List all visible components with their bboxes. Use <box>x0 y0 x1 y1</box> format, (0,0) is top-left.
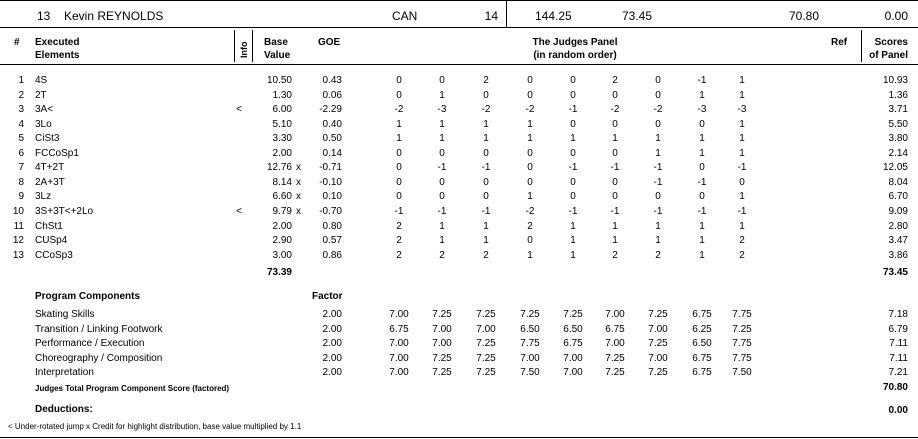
pc-name: Choreography / Composition <box>35 352 163 364</box>
judge-score: 0 <box>396 147 402 159</box>
judge-score: -1 <box>568 205 578 217</box>
judge-score: 2 <box>612 249 618 261</box>
judge-score: -1 <box>697 205 707 217</box>
pc-judge-score: 6.25 <box>692 323 712 335</box>
pc-judge-score: 7.00 <box>563 352 583 364</box>
judge-score: 1 <box>527 249 533 261</box>
element-goe: 0.40 <box>322 118 342 130</box>
element-name: CiSt3 <box>35 133 60 145</box>
element-base: 12.76 <box>266 162 292 174</box>
judge-score: 1 <box>396 133 402 145</box>
element-num: 3 <box>18 104 24 116</box>
element-name: ChSt1 <box>35 220 63 232</box>
pc-judge-score: 7.00 <box>648 323 668 335</box>
judge-score: -1 <box>394 205 404 217</box>
judge-score: 1 <box>739 75 745 86</box>
judge-score: 0 <box>483 191 489 203</box>
skater-name: Kevin REYNOLDS <box>64 9 164 23</box>
element-score: 1.36 <box>888 89 908 101</box>
element-goe: -0.10 <box>319 176 342 188</box>
pc-judge-score: 7.50 <box>732 367 752 379</box>
element-goe: 0.86 <box>322 249 342 261</box>
judge-score: 1 <box>739 147 745 159</box>
element-score: 3.80 <box>888 133 908 145</box>
pc-judge-score: 7.25 <box>605 352 625 364</box>
judge-score: 1 <box>655 147 661 159</box>
judge-score: 1 <box>439 118 445 130</box>
pc-total-label: Judges Total Program Component Score (factored) <box>35 384 230 393</box>
judge-score: 1 <box>439 220 445 232</box>
element-num: 9 <box>18 191 24 203</box>
element-name: 4S <box>35 75 48 86</box>
element-score: 12.05 <box>882 162 908 174</box>
pc-judge-score: 7.25 <box>648 309 668 320</box>
element-score: 2.14 <box>888 147 908 159</box>
judge-score: 0 <box>655 89 661 101</box>
judge-score: 0 <box>527 147 533 159</box>
col-scores: Scores <box>874 37 908 48</box>
pc-factor: 2.00 <box>322 338 342 350</box>
columns-border <box>0 64 918 65</box>
judge-score: 0 <box>396 162 402 174</box>
element-num: 6 <box>18 147 24 159</box>
judge-score: -1 <box>697 176 707 188</box>
element-goe: 0.80 <box>322 220 342 232</box>
pc-judge-score: 7.00 <box>389 352 409 364</box>
judge-score: 2 <box>739 249 745 261</box>
element-name: 3S+3T<+2Lo <box>35 205 94 217</box>
judge-score: 0 <box>570 176 576 188</box>
deductions-label: Deductions: <box>35 404 93 415</box>
judge-score: 0 <box>699 162 705 174</box>
judge-score: 1 <box>699 133 705 145</box>
judge-score: 0 <box>612 176 618 188</box>
element-goe: -2.29 <box>319 104 342 116</box>
pc-judge-score: 6.75 <box>692 352 712 364</box>
judge-score: 2 <box>483 75 489 86</box>
element-base: 1.30 <box>272 89 292 101</box>
element-base: 6.60 <box>272 191 292 203</box>
pc-title: Program Components <box>35 291 141 302</box>
judge-score: 1 <box>612 133 618 145</box>
judge-score: -1 <box>610 205 620 217</box>
judge-score: 0 <box>483 147 489 159</box>
element-total: 73.45 <box>882 267 908 278</box>
col-base: Base <box>264 37 288 48</box>
element-base: 8.14 <box>272 176 292 188</box>
element-goe: 0.10 <box>322 191 342 203</box>
element-goe: 0.14 <box>322 147 342 159</box>
judge-score: -1 <box>568 162 578 174</box>
col-executed: Executed <box>35 37 80 48</box>
judge-score: -1 <box>737 162 747 174</box>
element-bonus-mark: x <box>296 191 301 203</box>
pc-name: Performance / Execution <box>35 338 145 350</box>
judge-score: 1 <box>655 220 661 232</box>
judge-score: 0 <box>396 89 402 101</box>
judge-score: 0 <box>739 176 745 188</box>
bottom-border <box>0 437 918 438</box>
skater-rank: 13 <box>37 9 51 23</box>
judge-score: -3 <box>437 104 447 116</box>
pc-score: 6.79 <box>888 323 908 335</box>
element-name: 4T+2T <box>35 162 65 174</box>
judge-score: 0 <box>483 176 489 188</box>
judge-score: 1 <box>570 220 576 232</box>
judge-score: 1 <box>612 220 618 232</box>
judge-score: 0 <box>612 191 618 203</box>
pc-judge-score: 7.25 <box>476 309 496 320</box>
judge-score: 2 <box>396 220 402 232</box>
judge-score: 0 <box>612 147 618 159</box>
judge-score: 1 <box>483 235 489 247</box>
pc-name: Skating Skills <box>35 309 95 320</box>
element-num: 13 <box>12 249 24 261</box>
judge-score: 0 <box>439 191 445 203</box>
judge-score: 1 <box>655 235 661 247</box>
pc-judge-score: 7.75 <box>732 352 752 364</box>
pc-judge-score: 6.75 <box>692 367 712 379</box>
judge-score: -2 <box>610 104 620 116</box>
judge-score: 0 <box>570 89 576 101</box>
judge-score: -1 <box>697 75 707 86</box>
col-ref: Ref <box>831 37 848 48</box>
judge-score: 0 <box>439 176 445 188</box>
total-segment-score: 144.25 <box>535 9 572 23</box>
top-border <box>0 0 918 1</box>
element-num: 7 <box>18 162 24 174</box>
judge-score: 1 <box>699 235 705 247</box>
judge-score: 0 <box>655 191 661 203</box>
total-deductions: 0.00 <box>884 9 908 23</box>
pc-judge-score: 6.75 <box>563 338 583 350</box>
pc-factor-label: Factor <box>312 291 343 302</box>
element-score: 3.86 <box>888 249 908 261</box>
judge-score: -1 <box>653 176 663 188</box>
pc-judge-score: 7.25 <box>563 309 583 320</box>
pc-judge-score: 7.00 <box>605 309 625 320</box>
element-base: 10.50 <box>266 75 292 86</box>
element-score: 3.47 <box>888 235 908 247</box>
col-panel-sub: (in random order) <box>533 50 617 61</box>
judge-score: -1 <box>568 104 578 116</box>
pc-total: 70.80 <box>882 382 908 393</box>
pc-factor: 2.00 <box>322 352 342 364</box>
judge-score: 1 <box>527 133 533 145</box>
judge-score: 0 <box>396 75 402 86</box>
judge-score: 1 <box>699 147 705 159</box>
judge-score: 0 <box>570 118 576 130</box>
pc-judge-score: 7.25 <box>520 309 540 320</box>
start-number: 14 <box>484 9 498 23</box>
judge-score: 1 <box>396 118 402 130</box>
judge-score: -3 <box>697 104 707 116</box>
pc-judge-score: 7.00 <box>563 367 583 379</box>
element-num: 11 <box>13 220 24 232</box>
element-info: < <box>236 205 242 217</box>
pc-score: 7.21 <box>888 367 908 379</box>
pc-factor: 2.00 <box>322 323 342 335</box>
element-base: 6.00 <box>272 104 292 116</box>
pc-score: 7.11 <box>889 338 908 350</box>
pc-judge-score: 7.25 <box>648 367 668 379</box>
judge-score: 2 <box>396 249 402 261</box>
pc-judge-score: 7.75 <box>732 338 752 350</box>
element-num: 1 <box>18 75 24 86</box>
col-num: # <box>14 37 20 48</box>
judge-score: 0 <box>655 75 661 86</box>
header-divider <box>506 1 507 27</box>
element-num: 2 <box>18 89 24 101</box>
judge-score: 1 <box>699 89 705 101</box>
element-score: 8.04 <box>888 176 908 188</box>
judge-score: -1 <box>610 162 620 174</box>
pc-judge-score: 7.25 <box>476 338 496 350</box>
element-name: CUSp4 <box>35 235 68 247</box>
judge-score: -1 <box>437 205 447 217</box>
judge-score: 0 <box>527 89 533 101</box>
judge-score: 1 <box>439 89 445 101</box>
judge-score: 0 <box>570 191 576 203</box>
judge-score: -1 <box>437 162 447 174</box>
element-name: CCoSp3 <box>35 249 73 261</box>
pc-judge-score: 7.25 <box>605 367 625 379</box>
judge-score: 1 <box>483 118 489 130</box>
element-base: 5.10 <box>272 118 292 130</box>
pc-name: Interpretation <box>35 367 94 379</box>
col-info: Info <box>239 41 249 58</box>
info-divider-left <box>234 30 235 62</box>
element-goe: 0.06 <box>322 89 342 101</box>
judge-score: 2 <box>396 235 402 247</box>
element-name: 2A+3T <box>35 176 65 188</box>
pc-judge-score: 7.25 <box>476 352 496 364</box>
total-element-score: 73.45 <box>622 9 653 23</box>
deductions-value: 0.00 <box>888 405 908 416</box>
pc-judge-score: 7.00 <box>389 309 409 320</box>
element-base: 2.00 <box>272 220 292 232</box>
judge-score: -2 <box>394 104 404 116</box>
judge-score: 1 <box>483 220 489 232</box>
element-score: 2.80 <box>888 220 908 232</box>
pc-judge-score: 7.25 <box>432 367 452 379</box>
judge-score: 2 <box>527 220 533 232</box>
judge-score: 1 <box>570 249 576 261</box>
col-elements: Elements <box>35 50 80 61</box>
element-base: 2.90 <box>272 235 292 247</box>
judge-score: 1 <box>739 118 745 130</box>
pc-judge-score: 7.75 <box>520 338 540 350</box>
pc-factor: 2.00 <box>322 367 342 379</box>
judge-score: 0 <box>612 89 618 101</box>
element-score: 6.70 <box>888 191 908 203</box>
judge-score: 1 <box>527 118 533 130</box>
judge-score: 1 <box>655 133 661 145</box>
element-num: 8 <box>18 176 24 188</box>
judge-score: 1 <box>699 249 705 261</box>
judge-score: 2 <box>739 235 745 247</box>
judge-score: 0 <box>439 147 445 159</box>
element-goe: 0.50 <box>322 133 342 145</box>
element-bonus-mark: x <box>296 205 301 217</box>
pc-judge-score: 7.00 <box>432 338 452 350</box>
judge-score: 1 <box>699 220 705 232</box>
judge-score: 0 <box>612 118 618 130</box>
element-base: 2.00 <box>272 147 292 159</box>
footnote: < Under-rotated jump x Credit for highlight distribution, base value multiplied by 1.1 <box>8 422 302 431</box>
judge-score: 0 <box>439 75 445 86</box>
element-name: 2T <box>35 89 47 101</box>
pc-judge-score: 7.00 <box>605 338 625 350</box>
element-num: 10 <box>12 205 24 217</box>
skater-nation: CAN <box>392 9 418 23</box>
element-goe: 0.43 <box>322 75 342 86</box>
total-pcs: 70.80 <box>789 9 820 23</box>
pc-judge-score: 6.50 <box>692 338 712 350</box>
element-name: 3Lo <box>35 118 52 130</box>
element-bonus-mark: x <box>296 162 301 174</box>
judge-score: 1 <box>483 133 489 145</box>
col-value: Value <box>264 50 291 61</box>
header-border <box>0 27 918 28</box>
pc-judge-score: 7.75 <box>732 309 752 320</box>
judge-score: -1 <box>737 205 747 217</box>
judge-score: -2 <box>525 205 535 217</box>
judge-score: 1 <box>739 191 745 203</box>
judge-score: -1 <box>481 162 491 174</box>
pc-factor: 2.00 <box>322 309 342 320</box>
judge-score: -2 <box>525 104 535 116</box>
pc-judge-score: 7.25 <box>476 367 496 379</box>
judge-score: 2 <box>612 75 618 86</box>
pc-judge-score: 7.25 <box>732 323 752 335</box>
judge-score: 2 <box>483 249 489 261</box>
judge-score: -2 <box>653 104 663 116</box>
element-info: < <box>236 104 242 116</box>
pc-judge-score: 7.25 <box>432 352 452 364</box>
judge-score: 0 <box>396 176 402 188</box>
judge-score: 0 <box>699 191 705 203</box>
element-goe: -0.71 <box>319 162 342 174</box>
judge-score: 1 <box>570 133 576 145</box>
pc-judge-score: 7.00 <box>432 323 452 335</box>
pc-judge-score: 7.00 <box>389 367 409 379</box>
judge-score: 0 <box>527 235 533 247</box>
judge-score: -1 <box>653 205 663 217</box>
element-bonus-mark: x <box>296 176 301 188</box>
element-base: 9.79 <box>272 205 292 217</box>
judge-score: 0 <box>570 147 576 159</box>
pc-judge-score: 6.75 <box>389 323 409 335</box>
base-total: 73.39 <box>266 267 292 278</box>
pc-name: Transition / Linking Footwork <box>35 323 163 335</box>
pc-judge-score: 6.75 <box>605 323 625 335</box>
element-score: 5.50 <box>888 118 908 130</box>
pc-score: 7.11 <box>889 352 908 364</box>
judge-score: 0 <box>483 89 489 101</box>
col-panel: The Judges Panel <box>532 37 618 48</box>
pc-judge-score: 7.50 <box>520 367 540 379</box>
judge-score: 1 <box>570 235 576 247</box>
pc-score: 7.18 <box>888 309 908 320</box>
element-name: 3Lz <box>35 191 52 203</box>
element-score: 3.71 <box>888 104 908 116</box>
element-goe: -0.70 <box>319 205 342 217</box>
judge-score: 0 <box>699 118 705 130</box>
element-goe: 0.57 <box>322 235 342 247</box>
judge-score: -2 <box>481 104 491 116</box>
element-base: 3.30 <box>272 133 292 145</box>
judge-score: 0 <box>527 162 533 174</box>
col-of-panel: of Panel <box>869 50 908 61</box>
element-score: 10.93 <box>882 75 908 86</box>
element-num: 12 <box>12 235 24 247</box>
element-num: 5 <box>18 133 24 145</box>
judge-score: -1 <box>481 205 491 217</box>
judge-score: 1 <box>612 235 618 247</box>
judge-score: 1 <box>439 235 445 247</box>
pc-judge-score: 7.00 <box>648 352 668 364</box>
judge-score: 2 <box>655 249 661 261</box>
judge-score: 1 <box>739 89 745 101</box>
pc-judge-score: 7.00 <box>520 352 540 364</box>
judge-score: 1 <box>739 220 745 232</box>
judge-score: 1 <box>439 133 445 145</box>
pc-judge-score: 7.25 <box>648 338 668 350</box>
element-score: 9.09 <box>888 205 908 217</box>
pc-judge-score: 7.00 <box>389 338 409 350</box>
element-name: FCCoSp1 <box>35 147 79 159</box>
pc-judge-score: 6.50 <box>520 323 540 335</box>
element-num: 4 <box>18 118 24 130</box>
element-name: 3A< <box>35 104 54 116</box>
judge-score: -1 <box>653 162 663 174</box>
pc-judge-score: 7.00 <box>476 323 496 335</box>
pc-judge-score: 6.50 <box>563 323 583 335</box>
pc-judge-score: 6.75 <box>692 309 712 320</box>
judge-score: 0 <box>396 191 402 203</box>
col-goe: GOE <box>318 37 341 48</box>
info-divider-right <box>252 30 253 62</box>
judge-score: 0 <box>527 176 533 188</box>
judge-score: 0 <box>570 75 576 86</box>
judge-score: 0 <box>527 75 533 86</box>
judge-score: 1 <box>527 191 533 203</box>
judge-score: 0 <box>655 118 661 130</box>
element-base: 3.00 <box>272 249 292 261</box>
pc-judge-score: 7.25 <box>432 309 452 320</box>
judge-score: 2 <box>439 249 445 261</box>
judge-score: -3 <box>737 104 747 116</box>
judge-score: 1 <box>739 133 745 145</box>
